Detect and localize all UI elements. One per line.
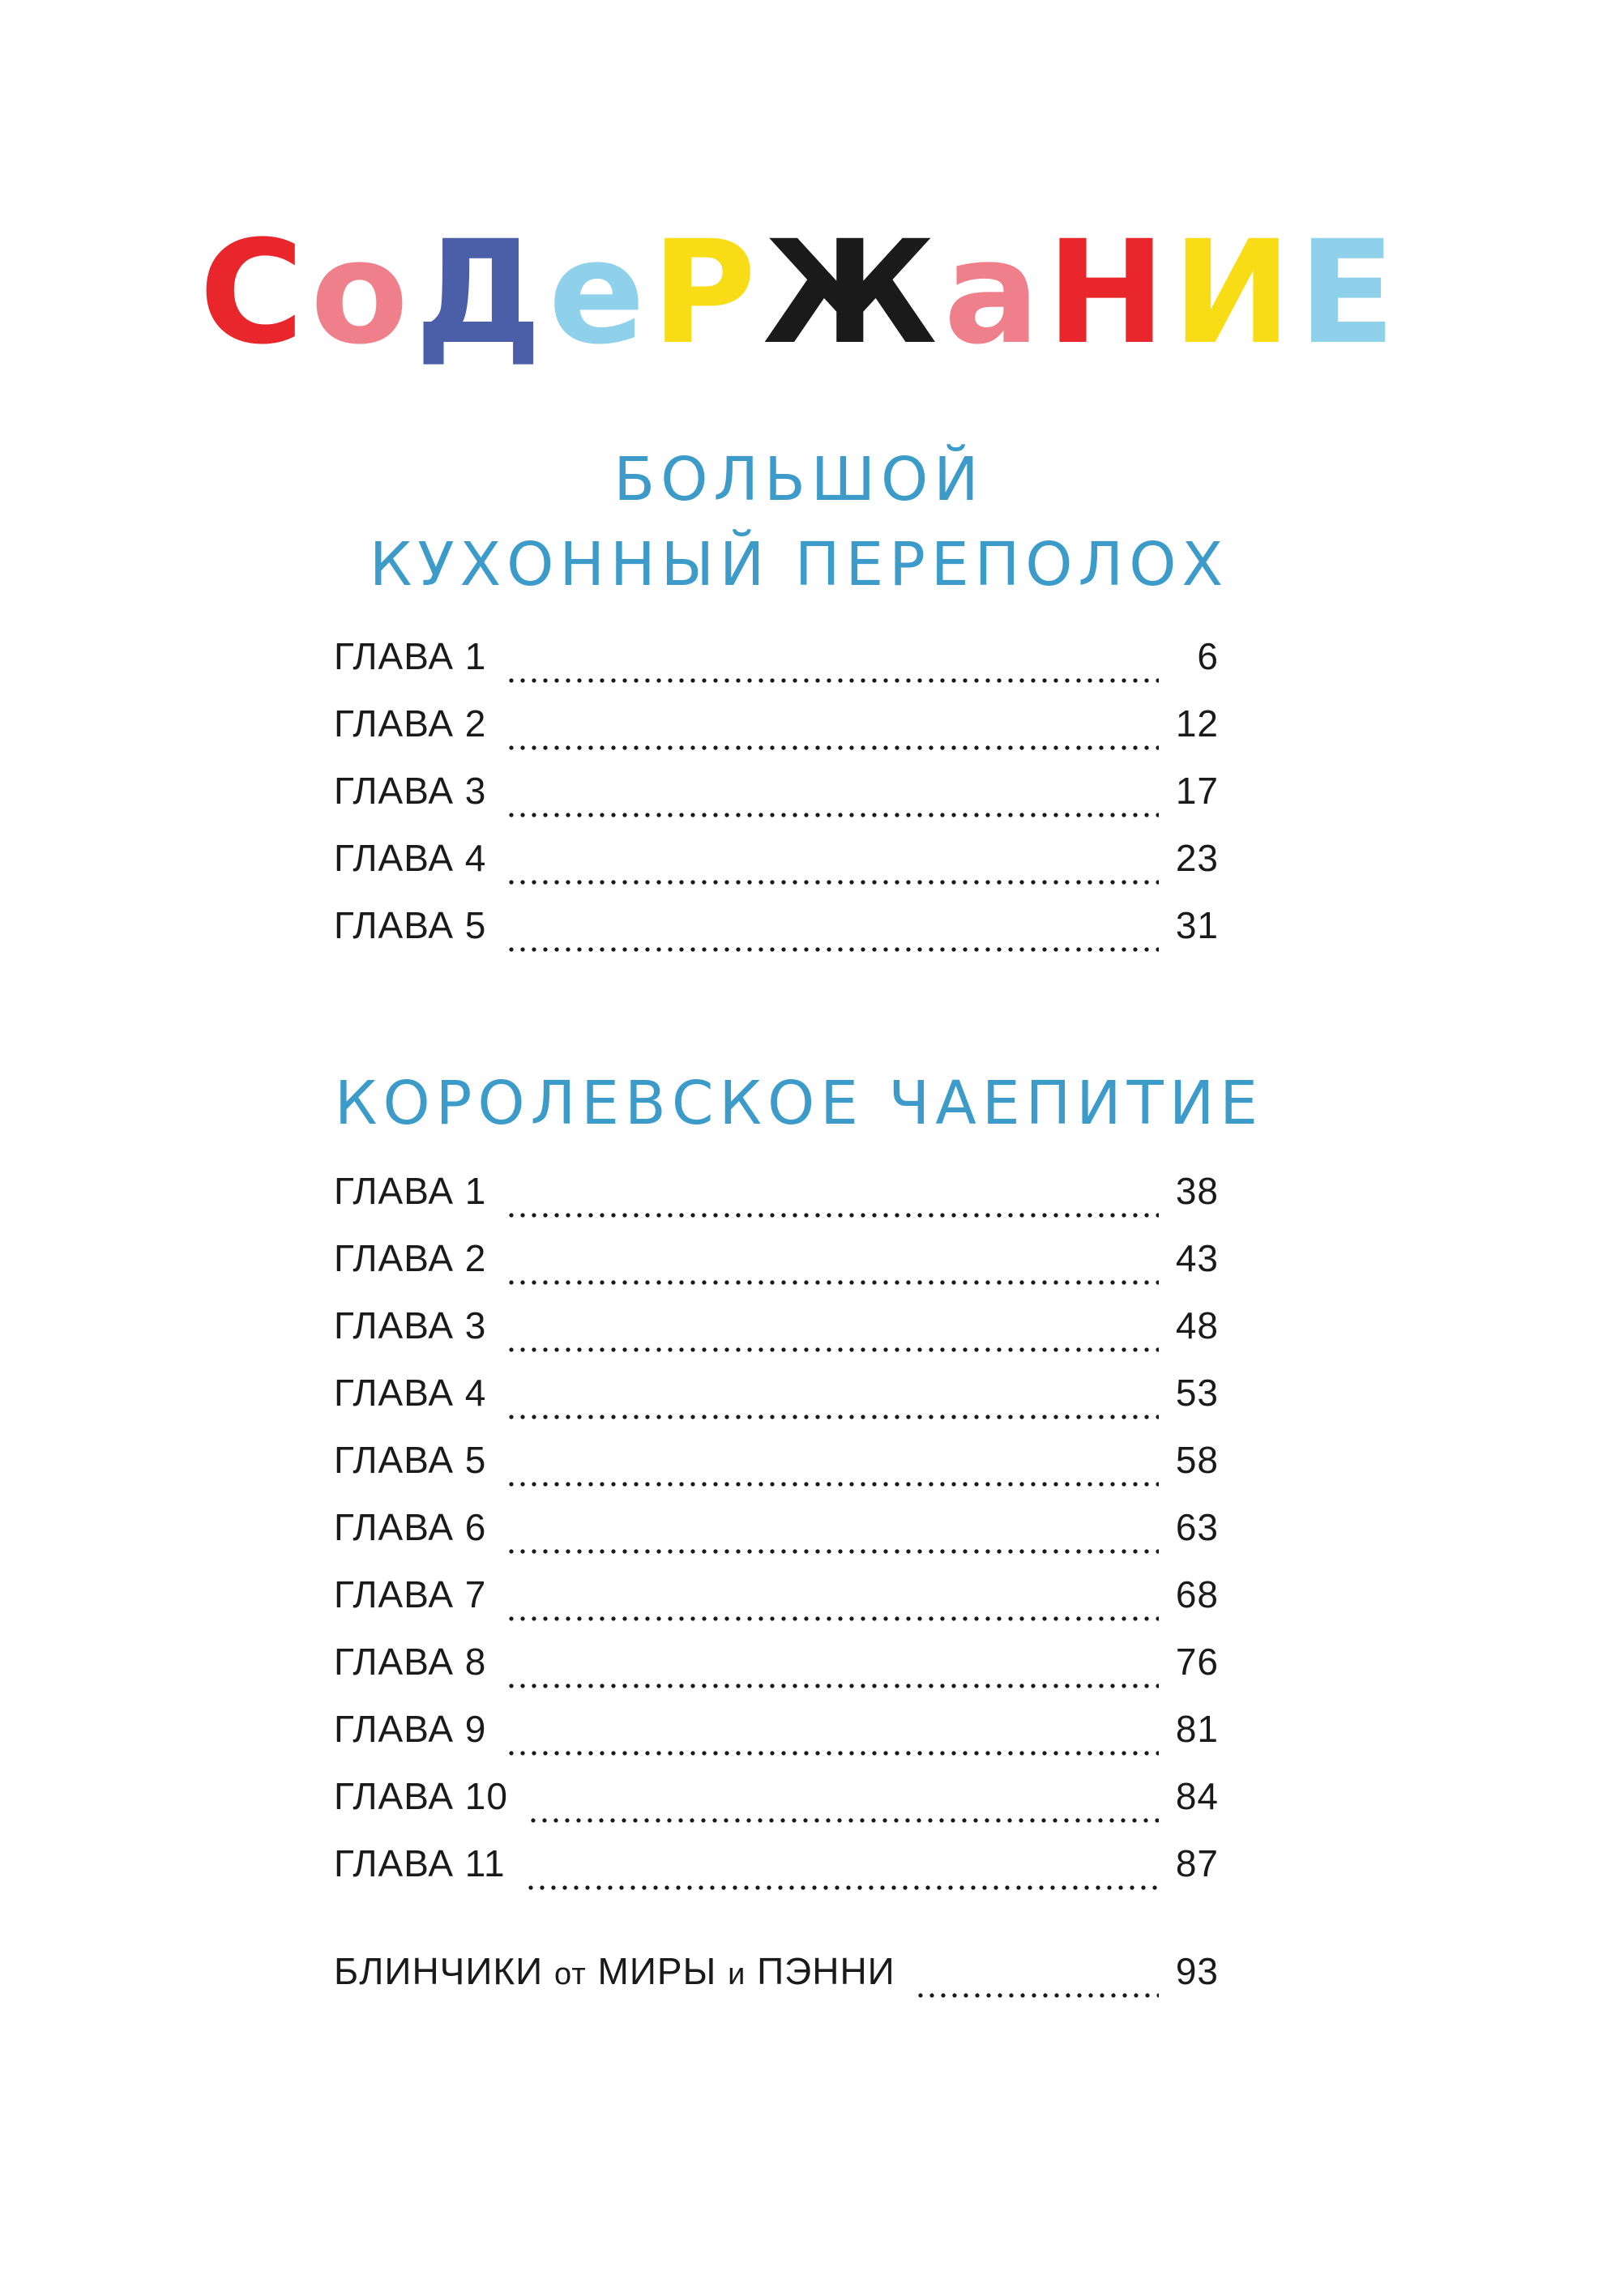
dot-leader [528,1793,1159,1830]
toc-label: ГЛАВА 2 [334,1237,487,1279]
toc-entry [334,839,1219,907]
toc-page-number: 68 [1175,1573,1219,1615]
toc-entry [334,1573,1219,1643]
toc-list-section2 [334,1172,1219,1912]
title-letter: Д [414,210,545,376]
dot-leader [506,787,1159,825]
toc-label: ГЛАВА 10 [334,1775,508,1817]
title-letter: И [1172,210,1295,376]
toc-page-number: 76 [1175,1641,1219,1683]
title-letter: Ж [763,210,941,376]
label-part: МИРЫ [597,1950,717,1992]
dot-leader [525,1860,1159,1897]
title-letter: о [310,210,412,376]
toc-entry [334,1304,1219,1374]
section-heading-line1: БОЛЬШОЙ [613,445,985,514]
label-part: от [554,1957,587,1991]
toc-page-number: 12 [1175,702,1219,745]
title-letter: Р [652,210,760,376]
dot-leader [506,1524,1159,1561]
toc-page-number: 48 [1175,1304,1219,1346]
toc-list-section1 [334,635,1219,974]
toc-entry [334,904,1219,974]
toc-page-number: 87 [1175,1842,1219,1884]
toc-label: ГЛАВА 4 [334,1372,487,1414]
toc-label: ГЛАВА 5 [334,904,487,946]
toc-label: ГЛАВА 11 [334,1842,506,1884]
dot-leader [506,1255,1159,1292]
dot-leader [506,922,1159,959]
dot-leader [506,1591,1159,1628]
dot-leader [506,1188,1159,1225]
toc-page-number: 23 [1175,837,1219,879]
toc-label: ГЛАВА 1 [334,635,487,677]
toc-entry [334,1777,1219,1845]
section-heading-line2: КУХОННЫЙ ПЕРЕПОЛОХ [369,530,1229,600]
toc-page-number: 43 [1175,1237,1219,1279]
toc-label: ГЛАВА 7 [334,1573,487,1615]
toc-label: ГЛАВА 6 [334,1506,487,1548]
page-title [0,203,1598,376]
toc-entry [334,1374,1219,1441]
toc-entry [334,1172,1219,1240]
toc-label: ГЛАВА 1 [334,1170,487,1212]
toc-page-number: 81 [1175,1708,1219,1750]
title-letter: е [548,210,649,376]
dot-leader [506,720,1159,758]
title-letter: а [943,210,1044,376]
toc-page-number: 38 [1175,1170,1219,1212]
dot-leader [506,1658,1159,1696]
title-letter: Е [1297,210,1399,376]
dot-leader [915,1968,1159,2005]
toc-page-number: 17 [1175,770,1219,812]
dot-leader [506,1389,1159,1427]
toc-label: ГЛАВА 3 [334,1304,487,1346]
toc-page-number: 58 [1175,1439,1219,1481]
toc-label: ГЛАВА 8 [334,1641,487,1683]
dot-leader [506,1322,1159,1359]
toc-entry [334,635,1219,705]
section-heading-2: КОРОЛЕВСКОЕ ЧАЕПИТИЕ [335,1069,1263,1138]
dot-leader [506,1457,1159,1494]
toc-entry [334,1842,1219,1912]
dot-leader [506,1726,1159,1763]
toc-label: ГЛАВА 9 [334,1708,487,1750]
toc-list-extra [334,1952,1219,2020]
toc-entry [334,702,1219,772]
dot-leader [506,653,1159,690]
title-letter: С [199,210,308,376]
dot-leader [506,855,1159,892]
toc-entry-extra [334,1952,1219,2020]
toc-page-number: 53 [1175,1372,1219,1414]
toc-label: ГЛАВА 4 [334,837,487,879]
toc-page-number: 31 [1175,904,1219,946]
toc-entry [334,1506,1219,1576]
toc-page-number: 84 [1175,1775,1219,1817]
toc-entry [334,1237,1219,1307]
label-part: БЛИНЧИКИ [334,1950,544,1992]
toc-label: ГЛАВА 2 [334,702,487,745]
title-letter: Н [1046,210,1169,376]
toc-entry [334,772,1219,839]
label-part: и [728,1957,746,1991]
toc-label: ГЛАВА 5 [334,1439,487,1481]
toc-page-number: 6 [1197,635,1219,677]
toc-entry [334,1643,1219,1710]
toc-entry [334,1441,1219,1509]
toc-label: ГЛАВА 3 [334,770,487,812]
toc-page-number: 63 [1175,1506,1219,1548]
toc-page-number: 93 [1175,1950,1219,1992]
toc-entry [334,1710,1219,1777]
label-part: ПЭННИ [757,1950,895,1992]
toc-label [334,1952,904,1990]
